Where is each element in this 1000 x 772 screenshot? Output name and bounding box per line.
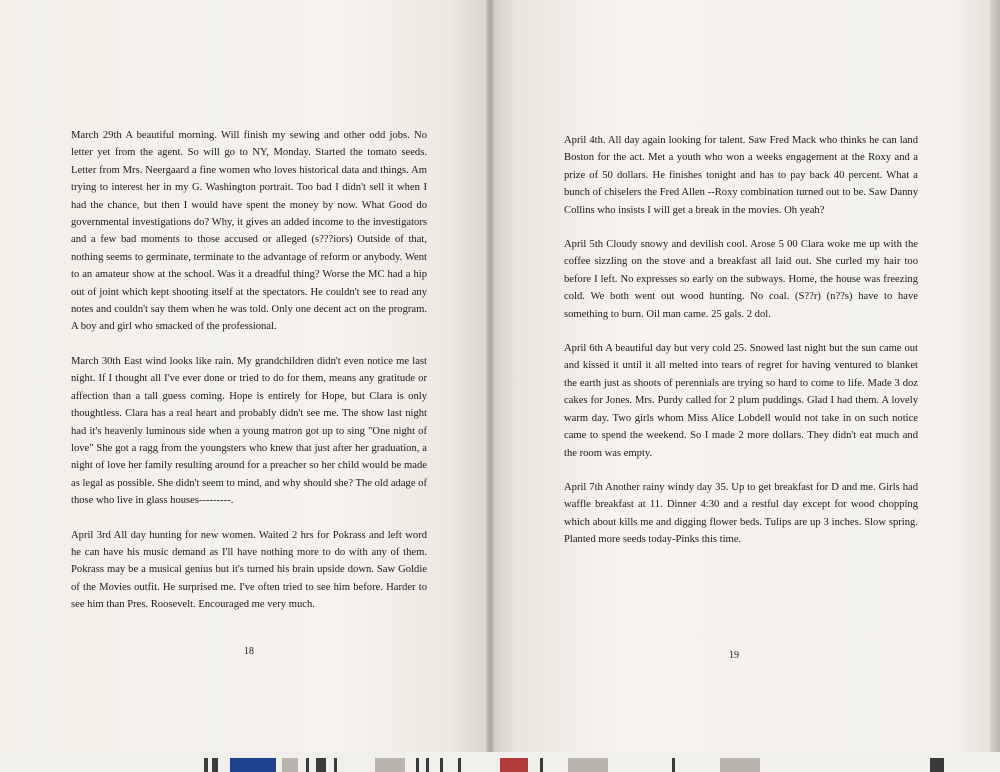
page-edge bbox=[990, 0, 1000, 772]
scan-artifact bbox=[316, 758, 326, 772]
scan-artifact bbox=[720, 758, 760, 772]
scan-artifact bbox=[416, 758, 419, 772]
diary-entry-april-7: April 7th Another rainy windy day 35. Up to get breakfast for D and me. Girls had waffle breakfast at 11. Dinner 4:30 and a restful day except for wood chopping which about kills me and digging flower beds. Tulips are up 3 inches. Slow spring. Planted more seeds today-Pinks this time. bbox=[564, 481, 918, 546]
diary-entry-april-5: April 5th Cloudy snowy and devilish cool. Arose 5 00 Clara woke me up with the coffee sizzling on the stove and a breakfast all laid out. She curled my hair too before I left. No expresses so early on the subways. Home, the house was freezing cold. We both went out wood hunting. No coal. (S??r) (n??s) have to have something to burn. Oil man came. 25 gals. 2 dol. bbox=[564, 239, 918, 320]
scan-artifact bbox=[672, 758, 675, 772]
page-number-right: 19 bbox=[729, 650, 739, 661]
scan-artifact bbox=[500, 758, 528, 772]
page-number-left: 18 bbox=[244, 646, 254, 657]
diary-entry-april-3: April 3rd All day hunting for new women. Waited 2 hrs for Pokrass and left word he can have his music demand as I'll have nothing more to do with any of them. Pokrass may be a musical genius but it's turned his brain upside down. Saw Goldie of the Movies outfit. He surprised me. I've often tried to see him before. Harder to see him than Pres. Roosevelt. Encouraged me very much. bbox=[71, 529, 427, 611]
scan-artifact bbox=[375, 758, 405, 772]
scan-bottom-edge bbox=[0, 752, 1000, 772]
scan-artifact bbox=[204, 758, 208, 772]
scan-artifact bbox=[212, 758, 218, 772]
book-gutter bbox=[486, 0, 494, 752]
diary-entry-april-6: April 6th A beautiful day but very cold 25. Snowed last night but the sun came out and kissed it until it all melted into tears of regret for having ventured to blanket the earth just as shoots of perennials are trying so hard to come to life. Made 3 doz cakes for Jones. Mrs. Purdy called for 2 plum puddings. Glad I had them. A lovely warm day. Two girls whom Miss Alice Lobdell would not take in on such notice came to spend the weekend. So I made 2 more dollars. They didn't eat much and the room was empty. bbox=[564, 343, 918, 459]
scan-artifact bbox=[440, 758, 443, 772]
scan-artifact bbox=[426, 758, 429, 772]
scan-artifact bbox=[540, 758, 543, 772]
scan-artifact bbox=[458, 758, 461, 772]
scan-artifact bbox=[230, 758, 276, 772]
scan-artifact bbox=[306, 758, 309, 772]
diary-entry-april-4: April 4th. All day again looking for talent. Saw Fred Mack who thinks he can land Boston for the act. Met a youth who won a weeks engagement at the Roxy and a prize of 50 dollars. He finishes tonight and has to pay back 40 percent. What a bunch of chiselers the Fred Allen --Roxy combination turned out to be. Saw Danny Collins who insists I will get a break in the movies. Oh yeah? bbox=[564, 135, 918, 216]
scan-artifact bbox=[334, 758, 337, 772]
scan-artifact bbox=[568, 758, 608, 772]
diary-entry-march-29: March 29th A beautiful morning. Will finish my sewing and other odd jobs. No letter yet from the agent. So will go to NY, Monday. Started the tomato seeds. Letter from Mrs. Neergaard a fine women who loves historical data and things. Am trying to interest her in my G. Washington portrait. Too bad I didn't sell it when I had the chance, but then I would have spent the money by now. What Good do governmental investigations do? Why, it gives an added income to the investigators and a few bad moments to those accused or alleged (s???iors) Outside of that, nothing seems to germinate, terminate to the advantage of reform or anybody. Went to an amateur show at the school. Was it a dreadful thing? Worse the MC had a hip out of joint which kept shooting itself at the spectators. He couldn't see to read any notes and couldn't say them when he was told. Only one decent act on the program. A boy and girl who smacked of the professional. bbox=[71, 130, 427, 333]
scan-artifact bbox=[282, 758, 298, 772]
left-page-text bbox=[71, 127, 427, 631]
diary-entry-march-30: March 30th East wind looks like rain. My grandchildren didn't even notice me last night. If I thought all I've ever done or tried to do for them, means any gratitude or affection than a tall guess coming. Hope is entirely for Hope, but Clara is only thoughtless. Clara has a real heart and probably didn't see me. The show last night had it's heavenly luminous side when a young matron got up to sing "One night of love" She got a ragg from the youngsters who knew that just after her graduation, a night of love her family resulting around for a preacher so her child would be made as legal as possible. She didn't seem to mind, and why should she? The old adage of those who live in glass houses---------. bbox=[71, 355, 427, 507]
right-page-text bbox=[564, 132, 918, 566]
scan-artifact bbox=[930, 758, 944, 772]
